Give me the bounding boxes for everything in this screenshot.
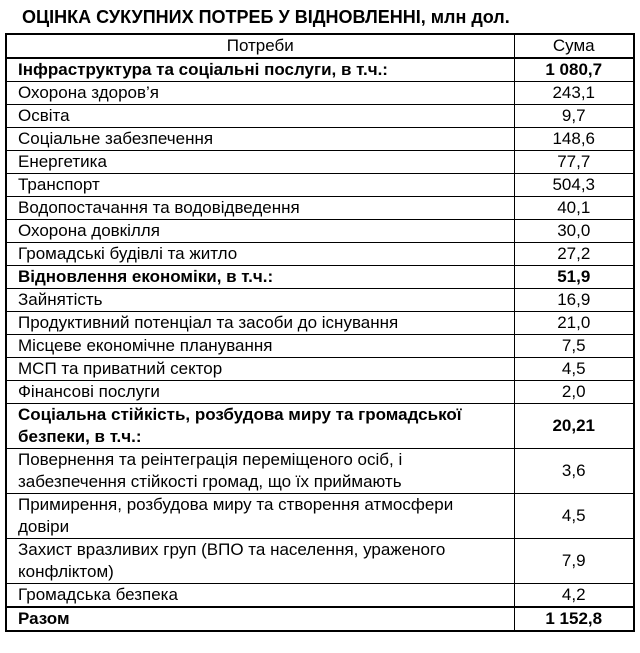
section-row bbox=[6, 266, 634, 289]
table-row bbox=[6, 584, 634, 608]
table-row bbox=[6, 449, 634, 494]
row-value: 51,9 bbox=[514, 266, 634, 289]
row-value: 20,21 bbox=[514, 404, 634, 449]
header-row bbox=[6, 34, 634, 58]
table-row bbox=[6, 220, 634, 243]
row-label: Енергетика bbox=[6, 151, 514, 174]
row-label: Інфраструктура та соціальні послуги, в т.ч.: bbox=[6, 58, 514, 82]
row-value: 7,9 bbox=[514, 539, 634, 584]
table-row bbox=[6, 82, 634, 105]
row-label: Соціальна стійкість, розбудова миру та громадської безпеки, в т.ч.: bbox=[6, 404, 514, 449]
row-label: Охорона здоров’я bbox=[6, 82, 514, 105]
total-row bbox=[6, 607, 634, 631]
table-row bbox=[6, 539, 634, 584]
row-label: Соціальне забезпечення bbox=[6, 128, 514, 151]
column-header-sum: Сума bbox=[514, 34, 634, 58]
row-value: 77,7 bbox=[514, 151, 634, 174]
column-header-needs: Потреби bbox=[6, 34, 514, 58]
row-label: Транспорт bbox=[6, 174, 514, 197]
row-label: Продуктивний потенціал та засоби до існування bbox=[6, 312, 514, 335]
row-label: Повернення та реінтеграція переміщеного осіб, і забезпечення стійкості громад, що їх приймають bbox=[6, 449, 514, 494]
row-value: 21,0 bbox=[514, 312, 634, 335]
table-row bbox=[6, 289, 634, 312]
row-value: 16,9 bbox=[514, 289, 634, 312]
page-title: ОЦІНКА СУКУПНИХ ПОТРЕБ У ВІДНОВЛЕННІ, млн дол. bbox=[22, 7, 510, 27]
row-value: 4,5 bbox=[514, 358, 634, 381]
row-value: 4,2 bbox=[514, 584, 634, 608]
row-label: Захист вразливих груп (ВПО та населення, ураженого конфліктом) bbox=[6, 539, 514, 584]
row-value: 9,7 bbox=[514, 105, 634, 128]
row-value: 1 152,8 bbox=[514, 607, 634, 631]
table-row bbox=[6, 243, 634, 266]
row-label: Примирення, розбудова миру та створення атмосфери довіри bbox=[6, 494, 514, 539]
table-row bbox=[6, 197, 634, 220]
section-row bbox=[6, 404, 634, 449]
needs-table bbox=[5, 33, 635, 632]
row-label: Громадські будівлі та житло bbox=[6, 243, 514, 266]
row-value: 30,0 bbox=[514, 220, 634, 243]
table-row bbox=[6, 128, 634, 151]
row-value: 4,5 bbox=[514, 494, 634, 539]
row-label: МСП та приватний сектор bbox=[6, 358, 514, 381]
row-value: 27,2 bbox=[514, 243, 634, 266]
row-label: Охорона довкілля bbox=[6, 220, 514, 243]
table-row bbox=[6, 358, 634, 381]
section-row bbox=[6, 58, 634, 82]
row-value: 3,6 bbox=[514, 449, 634, 494]
row-value: 148,6 bbox=[514, 128, 634, 151]
table-row bbox=[6, 105, 634, 128]
row-label: Водопостачання та водовідведення bbox=[6, 197, 514, 220]
row-label: Відновлення економіки, в т.ч.: bbox=[6, 266, 514, 289]
row-label: Разом bbox=[6, 607, 514, 631]
table-row bbox=[6, 174, 634, 197]
table-body bbox=[6, 58, 634, 631]
table-row bbox=[6, 151, 634, 174]
row-label: Місцеве економічне планування bbox=[6, 335, 514, 358]
row-value: 504,3 bbox=[514, 174, 634, 197]
row-label: Зайнятість bbox=[6, 289, 514, 312]
row-label: Освіта bbox=[6, 105, 514, 128]
table-row bbox=[6, 381, 634, 404]
row-value: 243,1 bbox=[514, 82, 634, 105]
document-page bbox=[0, 7, 640, 632]
row-value: 2,0 bbox=[514, 381, 634, 404]
table-row bbox=[6, 494, 634, 539]
table-row bbox=[6, 312, 634, 335]
row-value: 40,1 bbox=[514, 197, 634, 220]
table-row bbox=[6, 335, 634, 358]
row-label: Фінансові послуги bbox=[6, 381, 514, 404]
row-label: Громадська безпека bbox=[6, 584, 514, 608]
row-value: 1 080,7 bbox=[514, 58, 634, 82]
row-value: 7,5 bbox=[514, 335, 634, 358]
